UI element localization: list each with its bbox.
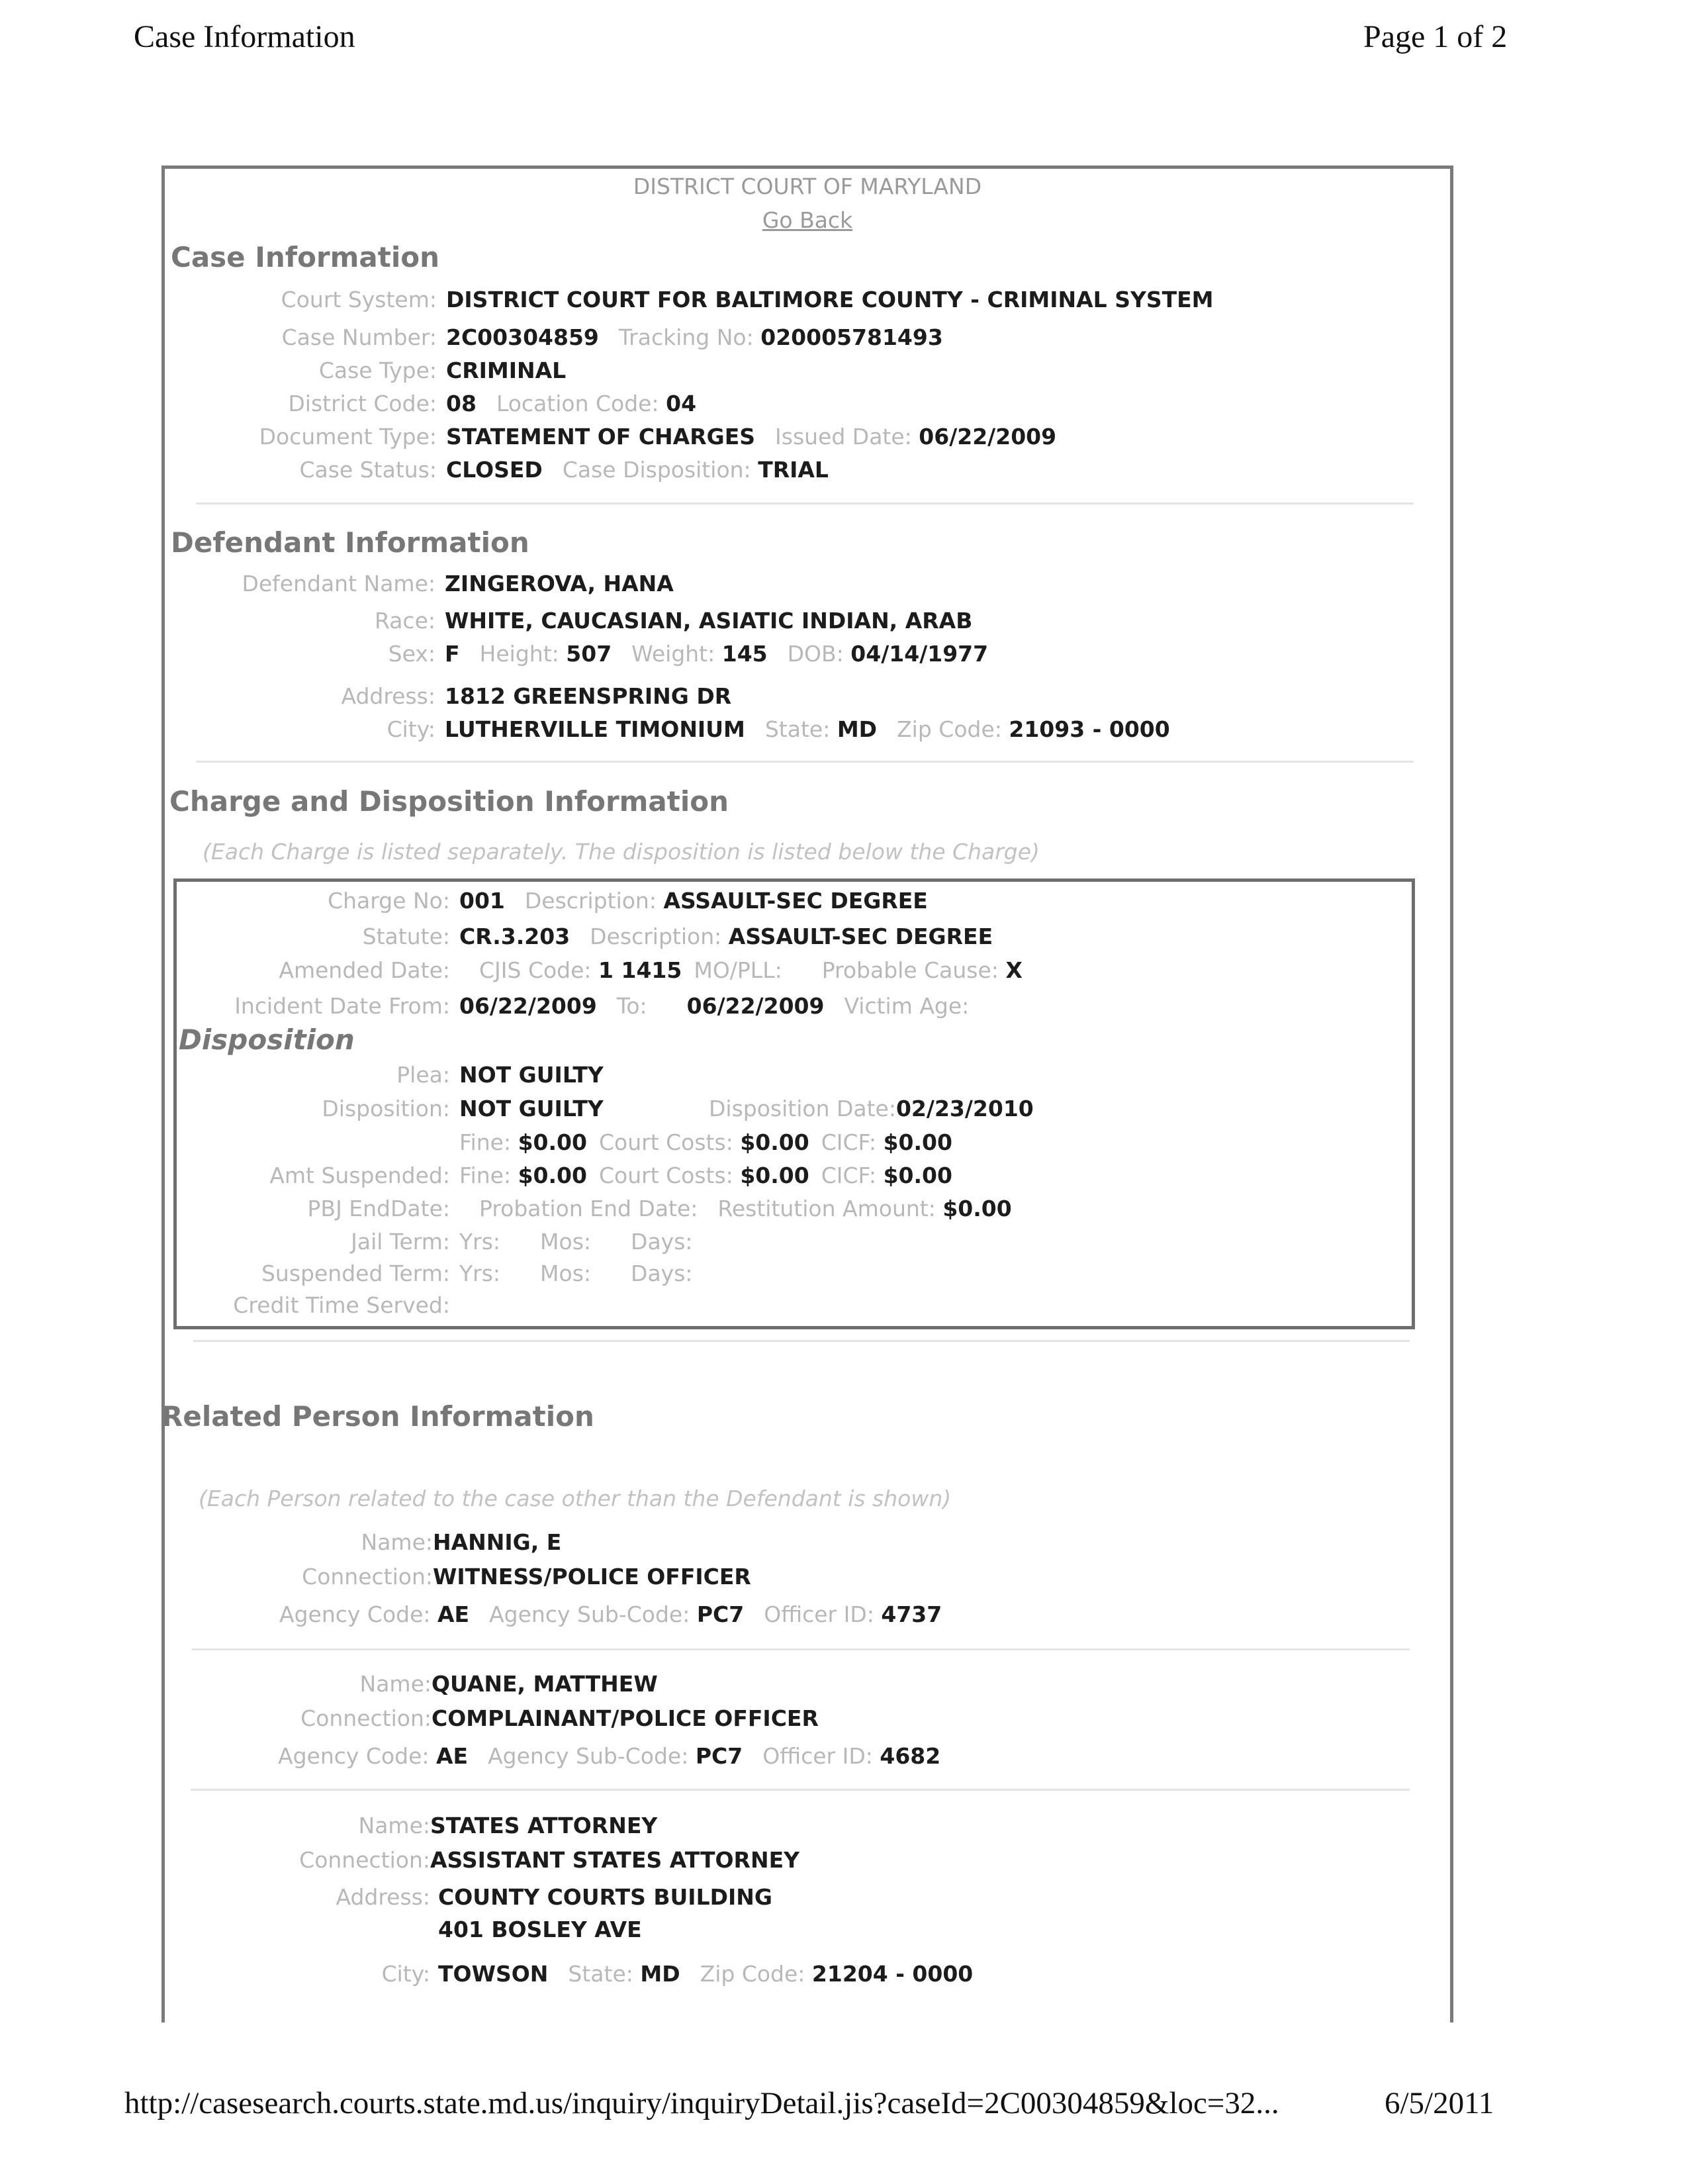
case-info-heading: Case Information [171, 241, 439, 273]
suspended-fines-row [459, 1163, 952, 1189]
case-type-label: Case Type: [318, 357, 437, 383]
suspended-term-row [459, 1260, 693, 1287]
charge-heading: Charge and Disposition Information [169, 785, 729, 818]
disposition-label: Disposition: [322, 1096, 450, 1121]
disposition-date-label: Disposition Date: [709, 1096, 896, 1121]
cjis-label: CJIS Code: [479, 957, 592, 983]
person-state-label: State: [568, 1961, 633, 1987]
charge-no-row [459, 888, 928, 914]
fines-row [459, 1129, 952, 1156]
district-code-value: 08 [446, 391, 477, 416]
print-footer-url: http://casesearch.courts.state.md.us/inquiry/inquiryDetail.jis?caseId=2C00304859&loc=32... [124, 2086, 1279, 2120]
person-connection-value: COMPLAINANT/POLICE OFFICER [432, 1705, 819, 1731]
case-disposition-value: TRIAL [758, 457, 829, 483]
issued-date-label: Issued Date: [775, 424, 912, 450]
fine-label: Fine: [459, 1129, 512, 1155]
agency-code-label: Agency Code: [278, 1743, 430, 1769]
case-number-row [446, 324, 943, 351]
state-label: State: [764, 716, 831, 742]
person-connection-value: ASSISTANT STATES ATTORNEY [430, 1847, 800, 1873]
officer-id-label: Officer ID: [764, 1601, 874, 1627]
agency-sub-label: Agency Sub-Code: [488, 1743, 689, 1769]
person-zip-value: 21204 - 0000 [811, 1961, 974, 1987]
case-status-value: CLOSED [446, 457, 543, 483]
susp-fine-value: $0.00 [518, 1163, 587, 1188]
disposition-heading: Disposition [179, 1023, 355, 1056]
cjis-row [479, 957, 1023, 984]
susp-court-costs-label: Court Costs: [598, 1163, 733, 1188]
amt-suspended-label: Amt Suspended: [269, 1163, 450, 1188]
document-type-label: Document Type: [259, 424, 437, 450]
location-code-label: Location Code: [496, 391, 659, 416]
probable-cause-value: X [1005, 957, 1023, 983]
officer-id-label: Officer ID: [762, 1743, 873, 1769]
court-costs-label: Court Costs: [598, 1129, 733, 1155]
weight-value: 145 [721, 641, 768, 667]
officer-id-value: 4737 [881, 1601, 942, 1627]
race-value: WHITE, CAUCASIAN, ASIATIC INDIAN, ARAB [445, 608, 973, 634]
location-code-value: 04 [666, 391, 697, 416]
section-divider [193, 1340, 1410, 1342]
susp-mos-label: Mos: [540, 1260, 592, 1286]
district-code-row [446, 391, 696, 417]
susp-yrs-label: Yrs: [459, 1260, 501, 1286]
probation-row [479, 1196, 1012, 1222]
agency-code-value: AE [436, 1743, 469, 1769]
statute-value: CR.3.203 [459, 924, 570, 949]
related-note: (Each Person related to the case other than the Defendant is shown) [199, 1486, 952, 1511]
disposition-value: NOT GUILTY [459, 1096, 604, 1121]
agency-code-label: Agency Code: [279, 1601, 431, 1627]
city-row [445, 716, 1170, 743]
person-name-row [433, 1529, 561, 1556]
city-label: City: [387, 716, 435, 742]
jail-term-label: Jail Term: [351, 1229, 450, 1255]
charge-no-label: Charge No: [328, 888, 450, 914]
state-value: MD [837, 716, 878, 742]
jail-mos-label: Mos: [540, 1229, 592, 1255]
person-name-label: Name: [359, 1671, 432, 1697]
court-costs-value: $0.00 [740, 1129, 809, 1155]
incident-from-value: 06/22/2009 [459, 993, 597, 1019]
incident-to-label: To: [616, 993, 647, 1019]
person-name-label: Name: [361, 1529, 433, 1555]
address-row [445, 683, 731, 710]
sex-value: F [445, 641, 460, 667]
fine-value: $0.00 [518, 1129, 587, 1155]
city-value: LUTHERVILLE TIMONIUM [445, 716, 745, 742]
case-number-value: 2C00304859 [446, 324, 599, 350]
height-label: Height: [479, 641, 559, 667]
person-address2-value: 401 BOSLEY AVE [438, 1917, 642, 1942]
person-state-value: MD [640, 1961, 680, 1987]
court-banner: DISTRICT COURT OF MARYLAND [633, 173, 982, 199]
statute-description-label: Description: [590, 924, 722, 949]
person-connection-value: WITNESS/POLICE OFFICER [433, 1564, 751, 1590]
person-city-label: City: [381, 1961, 430, 1987]
susp-cicf-value: $0.00 [883, 1163, 952, 1188]
cjis-value: 1 1415 [598, 957, 682, 983]
person-name-value: HANNIG, E [433, 1529, 562, 1555]
person-connection-label: Connection: [302, 1564, 433, 1590]
court-system-row [446, 287, 1214, 313]
incident-row [459, 993, 969, 1020]
person-name-row [432, 1671, 658, 1697]
court-system-value: DISTRICT COURT FOR BALTIMORE COUNTY - CRIMINAL SYSTEM [446, 287, 1214, 312]
cicf-value: $0.00 [883, 1129, 952, 1155]
charge-no-value: 001 [459, 888, 505, 914]
person-connection-row [430, 1847, 799, 1874]
credit-time-label: Credit Time Served: [233, 1292, 450, 1318]
description-label: Description: [524, 888, 657, 914]
person-connection-row [432, 1705, 819, 1732]
case-type-value: CRIMINAL [446, 357, 567, 383]
incident-to-value: 06/22/2009 [686, 993, 825, 1019]
person-address1-value: COUNTY COURTS BUILDING [438, 1884, 772, 1910]
probation-label: Probation End Date: [479, 1196, 698, 1221]
issued-date-value: 06/22/2009 [919, 424, 1057, 450]
print-header-title: Case Information [134, 19, 355, 54]
related-heading: Related Person Information [161, 1400, 594, 1433]
document-type-row [446, 424, 1056, 450]
case-type-row [446, 357, 566, 384]
victim-age-label: Victim Age: [844, 993, 970, 1019]
race-row [445, 608, 972, 634]
disposition-date-value: 02/23/2010 [895, 1096, 1034, 1121]
disposition-row [459, 1096, 604, 1122]
susp-court-costs-value: $0.00 [740, 1163, 809, 1188]
tracking-label: Tracking No: [618, 324, 754, 350]
case-status-label: Case Status: [299, 457, 437, 483]
officer-id-value: 4682 [880, 1743, 941, 1769]
tracking-value: 020005781493 [760, 324, 943, 350]
charge-note: (Each Charge is listed separately. The disposition is listed below the Charge) [203, 839, 1040, 865]
person-name-label: Name: [358, 1813, 430, 1838]
restitution-value: $0.00 [942, 1196, 1012, 1221]
defendant-name-label: Defendant Name: [242, 571, 435, 596]
agency-sub-value: PC7 [695, 1743, 743, 1769]
height-value: 507 [566, 641, 612, 667]
print-footer-date: 6/5/2011 [1385, 2086, 1494, 2120]
person-name-row [430, 1813, 657, 1839]
person-name-value: QUANE, MATTHEW [432, 1671, 658, 1697]
jail-days-label: Days: [631, 1229, 693, 1255]
mopll-label: MO/PLL: [694, 957, 782, 983]
person-address-row [438, 1884, 772, 1911]
go-back-row [161, 207, 1453, 233]
district-code-label: District Code: [288, 391, 437, 416]
agency-sub-value: PC7 [696, 1601, 745, 1627]
print-page-number: Page 1 of 2 [1363, 19, 1508, 54]
amended-date-label: Amended Date: [279, 957, 450, 983]
person-city-row [438, 1961, 973, 1987]
person-agency-row [279, 1601, 942, 1628]
defendant-name-value: ZINGEROVA, HANA [445, 571, 674, 596]
defendant-name-row [445, 571, 674, 597]
pbj-label: PBJ EndDate: [307, 1196, 450, 1221]
plea-label: Plea: [396, 1062, 450, 1088]
agency-sub-label: Agency Sub-Code: [489, 1601, 690, 1627]
person-divider [191, 1789, 1410, 1791]
person-address-label: Address: [336, 1884, 430, 1910]
person-address2-row [438, 1917, 642, 1943]
zip-value: 21093 - 0000 [1009, 716, 1170, 742]
physical-row [445, 641, 988, 667]
incident-from-label: Incident Date From: [234, 993, 450, 1019]
statute-label: Statute: [362, 924, 450, 949]
sex-label: Sex: [388, 641, 435, 667]
person-agency-row [278, 1743, 940, 1770]
statute-row [459, 924, 993, 950]
address-label: Address: [341, 683, 435, 709]
statute-description-value: ASSAULT-SEC DEGREE [728, 924, 993, 949]
case-number-label: Case Number: [281, 324, 437, 350]
case-disposition-label: Case Disposition: [562, 457, 751, 483]
defendant-heading: Defendant Information [171, 526, 529, 559]
agency-code-value: AE [437, 1601, 470, 1627]
section-divider [196, 761, 1414, 763]
plea-value: NOT GUILTY [459, 1062, 604, 1088]
susp-cicf-label: CICF: [821, 1163, 877, 1188]
restitution-label: Restitution Amount: [717, 1196, 936, 1221]
jail-yrs-label: Yrs: [459, 1229, 501, 1255]
weight-label: Weight: [631, 641, 715, 667]
person-city-value: TOWSON [438, 1961, 549, 1987]
dob-label: DOB: [787, 641, 844, 667]
case-status-row [446, 457, 829, 483]
jail-term-row [459, 1229, 693, 1255]
zip-label: Zip Code: [897, 716, 1002, 742]
susp-days-label: Days: [631, 1260, 693, 1286]
cicf-label: CICF: [821, 1129, 877, 1155]
address-value: 1812 GREENSPRING DR [445, 683, 732, 709]
go-back-link[interactable]: Go Back [762, 207, 853, 233]
section-divider [196, 502, 1414, 504]
race-label: Race: [375, 608, 435, 634]
dob-value: 04/14/1977 [850, 641, 989, 667]
person-divider [192, 1648, 1410, 1650]
probable-cause-label: Probable Cause: [821, 957, 999, 983]
person-zip-label: Zip Code: [700, 1961, 805, 1987]
person-name-value: STATES ATTORNEY [430, 1813, 658, 1838]
plea-row [459, 1062, 604, 1088]
disposition-date-row [709, 1096, 1034, 1122]
person-connection-label: Connection: [300, 1705, 432, 1731]
document-type-value: STATEMENT OF CHARGES [446, 424, 756, 450]
suspended-term-label: Suspended Term: [261, 1260, 450, 1286]
description-value: ASSAULT-SEC DEGREE [663, 888, 928, 914]
susp-fine-label: Fine: [459, 1163, 512, 1188]
person-connection-label: Connection: [299, 1847, 430, 1873]
court-system-label: Court System: [281, 287, 437, 312]
person-connection-row [433, 1564, 751, 1590]
